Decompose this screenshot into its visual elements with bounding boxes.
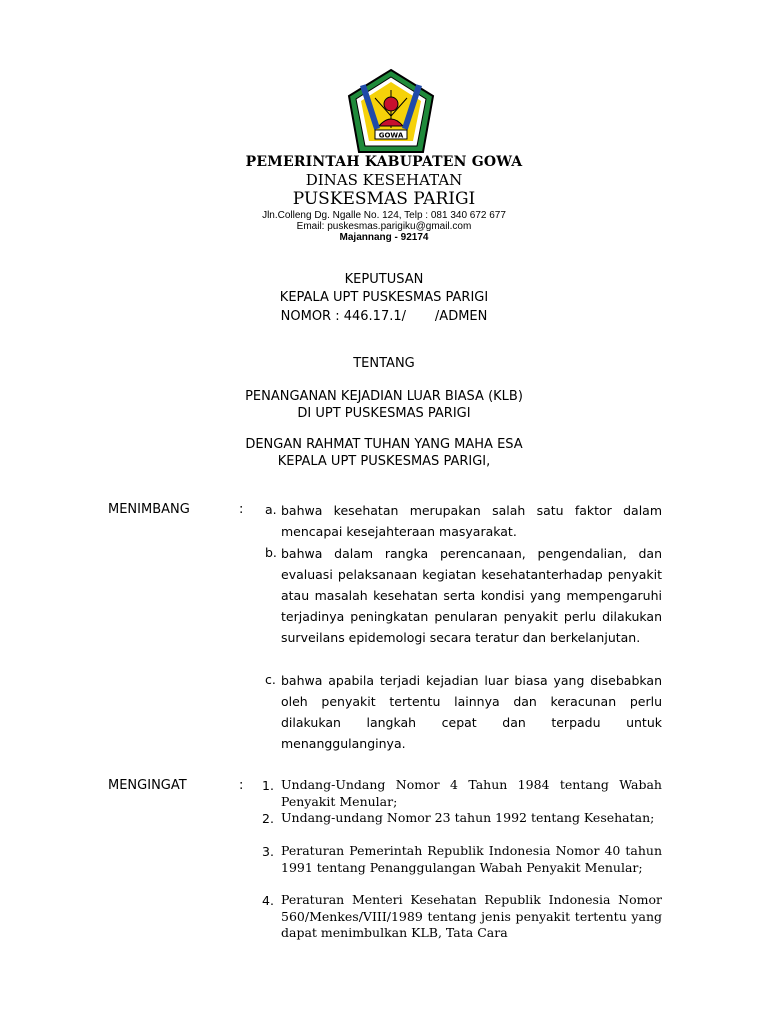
logo-caption: GOWA	[378, 131, 404, 140]
decree-number: NOMOR : 446.17.1/ /ADMEN	[280, 309, 488, 324]
mengingat-item-3-text: Peraturan Pemerintah Republik Indonesia Nomor 40 tahun 1991 tentang Penanggulangan Wabah Penyakit Menular;	[281, 843, 662, 875]
decree-blessing-line2: KEPALA UPT PUSKESMAS PARIGI,	[277, 454, 491, 469]
mengingat-colon: :	[239, 778, 244, 793]
menimbang-item-a-text: bahwa kesehatan merupakan salah satu faktor dalam mencapai kesejahteraan masyarakat.	[281, 503, 662, 539]
mengingat-item-3-marker: 3.	[262, 844, 274, 859]
mengingat-item-4-text: Peraturan Menteri Kesehatan Republik Indonesia Nomor 560/Menkes/VIII/1989 tentang jenis penyakit tertentu yang dapat menimbulkan KLB, Tata Cara	[281, 892, 662, 940]
address-line: Jln.Colleng Dg. Ngalle No. 124, Telp : 081 340 672 677	[262, 210, 506, 221]
decree-about: TENTANG	[353, 356, 415, 371]
mengingat-item-2-marker: 2.	[262, 811, 274, 826]
decree-heading: KEPUTUSAN	[344, 272, 424, 287]
mengingat-label: MENGINGAT	[108, 778, 187, 793]
mengingat-item-1-marker: 1.	[262, 778, 274, 793]
gowa-emblem-logo	[345, 68, 437, 160]
menimbang-item-c-text: bahwa apabila terjadi kejadian luar biasa yang disebabkan oleh penyakit tertentu lainnya dan keracunan perlu dilakukan langkah cepat dan terpadu untuk menanggulanginya.	[281, 673, 662, 751]
mengingat-item-4-marker: 4.	[262, 893, 274, 908]
email-line: Email: puskesmas.parigiku@gmail.com	[296, 221, 472, 232]
menimbang-item-c-marker: c.	[265, 672, 276, 687]
menimbang-item-b-marker: b.	[265, 545, 277, 560]
menimbang-item-a-marker: a.	[265, 502, 277, 517]
institution-name: PUSKESMAS PARIGI	[292, 189, 476, 209]
decree-issuer: KEPALA UPT PUSKESMAS PARIGI	[279, 290, 489, 305]
department-name: DINAS KESEHATAN	[305, 171, 463, 189]
menimbang-colon: :	[239, 502, 244, 517]
decree-subject-line2: DI UPT PUSKESMAS PARIGI	[297, 406, 471, 421]
menimbang-item-b-text: bahwa dalam rangka perencanaan, pengendalian, dan evaluasi pelaksanaan kegiatan kesehatanterhadap penyakit atau masalah kesehatan serta kondisi yang mempengaruhi terjadinya peningkatan penularan penyakit perlu dilakukan surveilans epidemologi secara teratur dan berkelanjutan.	[281, 546, 662, 645]
mengingat-item-2-text: Undang-undang Nomor 23 tahun 1992 tentang Kesehatan;	[281, 810, 655, 825]
government-name: PEMERINTAH KABUPATEN GOWA	[245, 154, 523, 170]
mengingat-item-1-text: Undang-Undang Nomor 4 Tahun 1984 tentang Wabah Penyakit Menular;	[281, 777, 662, 809]
menimbang-label: MENIMBANG	[108, 502, 190, 517]
decree-blessing-line1: DENGAN RAHMAT TUHAN YANG MAHA ESA	[245, 437, 523, 452]
city-postal-line: Majannang - 92174	[339, 232, 429, 243]
decree-subject-line1: PENANGANAN KEJADIAN LUAR BIASA (KLB)	[245, 389, 523, 404]
